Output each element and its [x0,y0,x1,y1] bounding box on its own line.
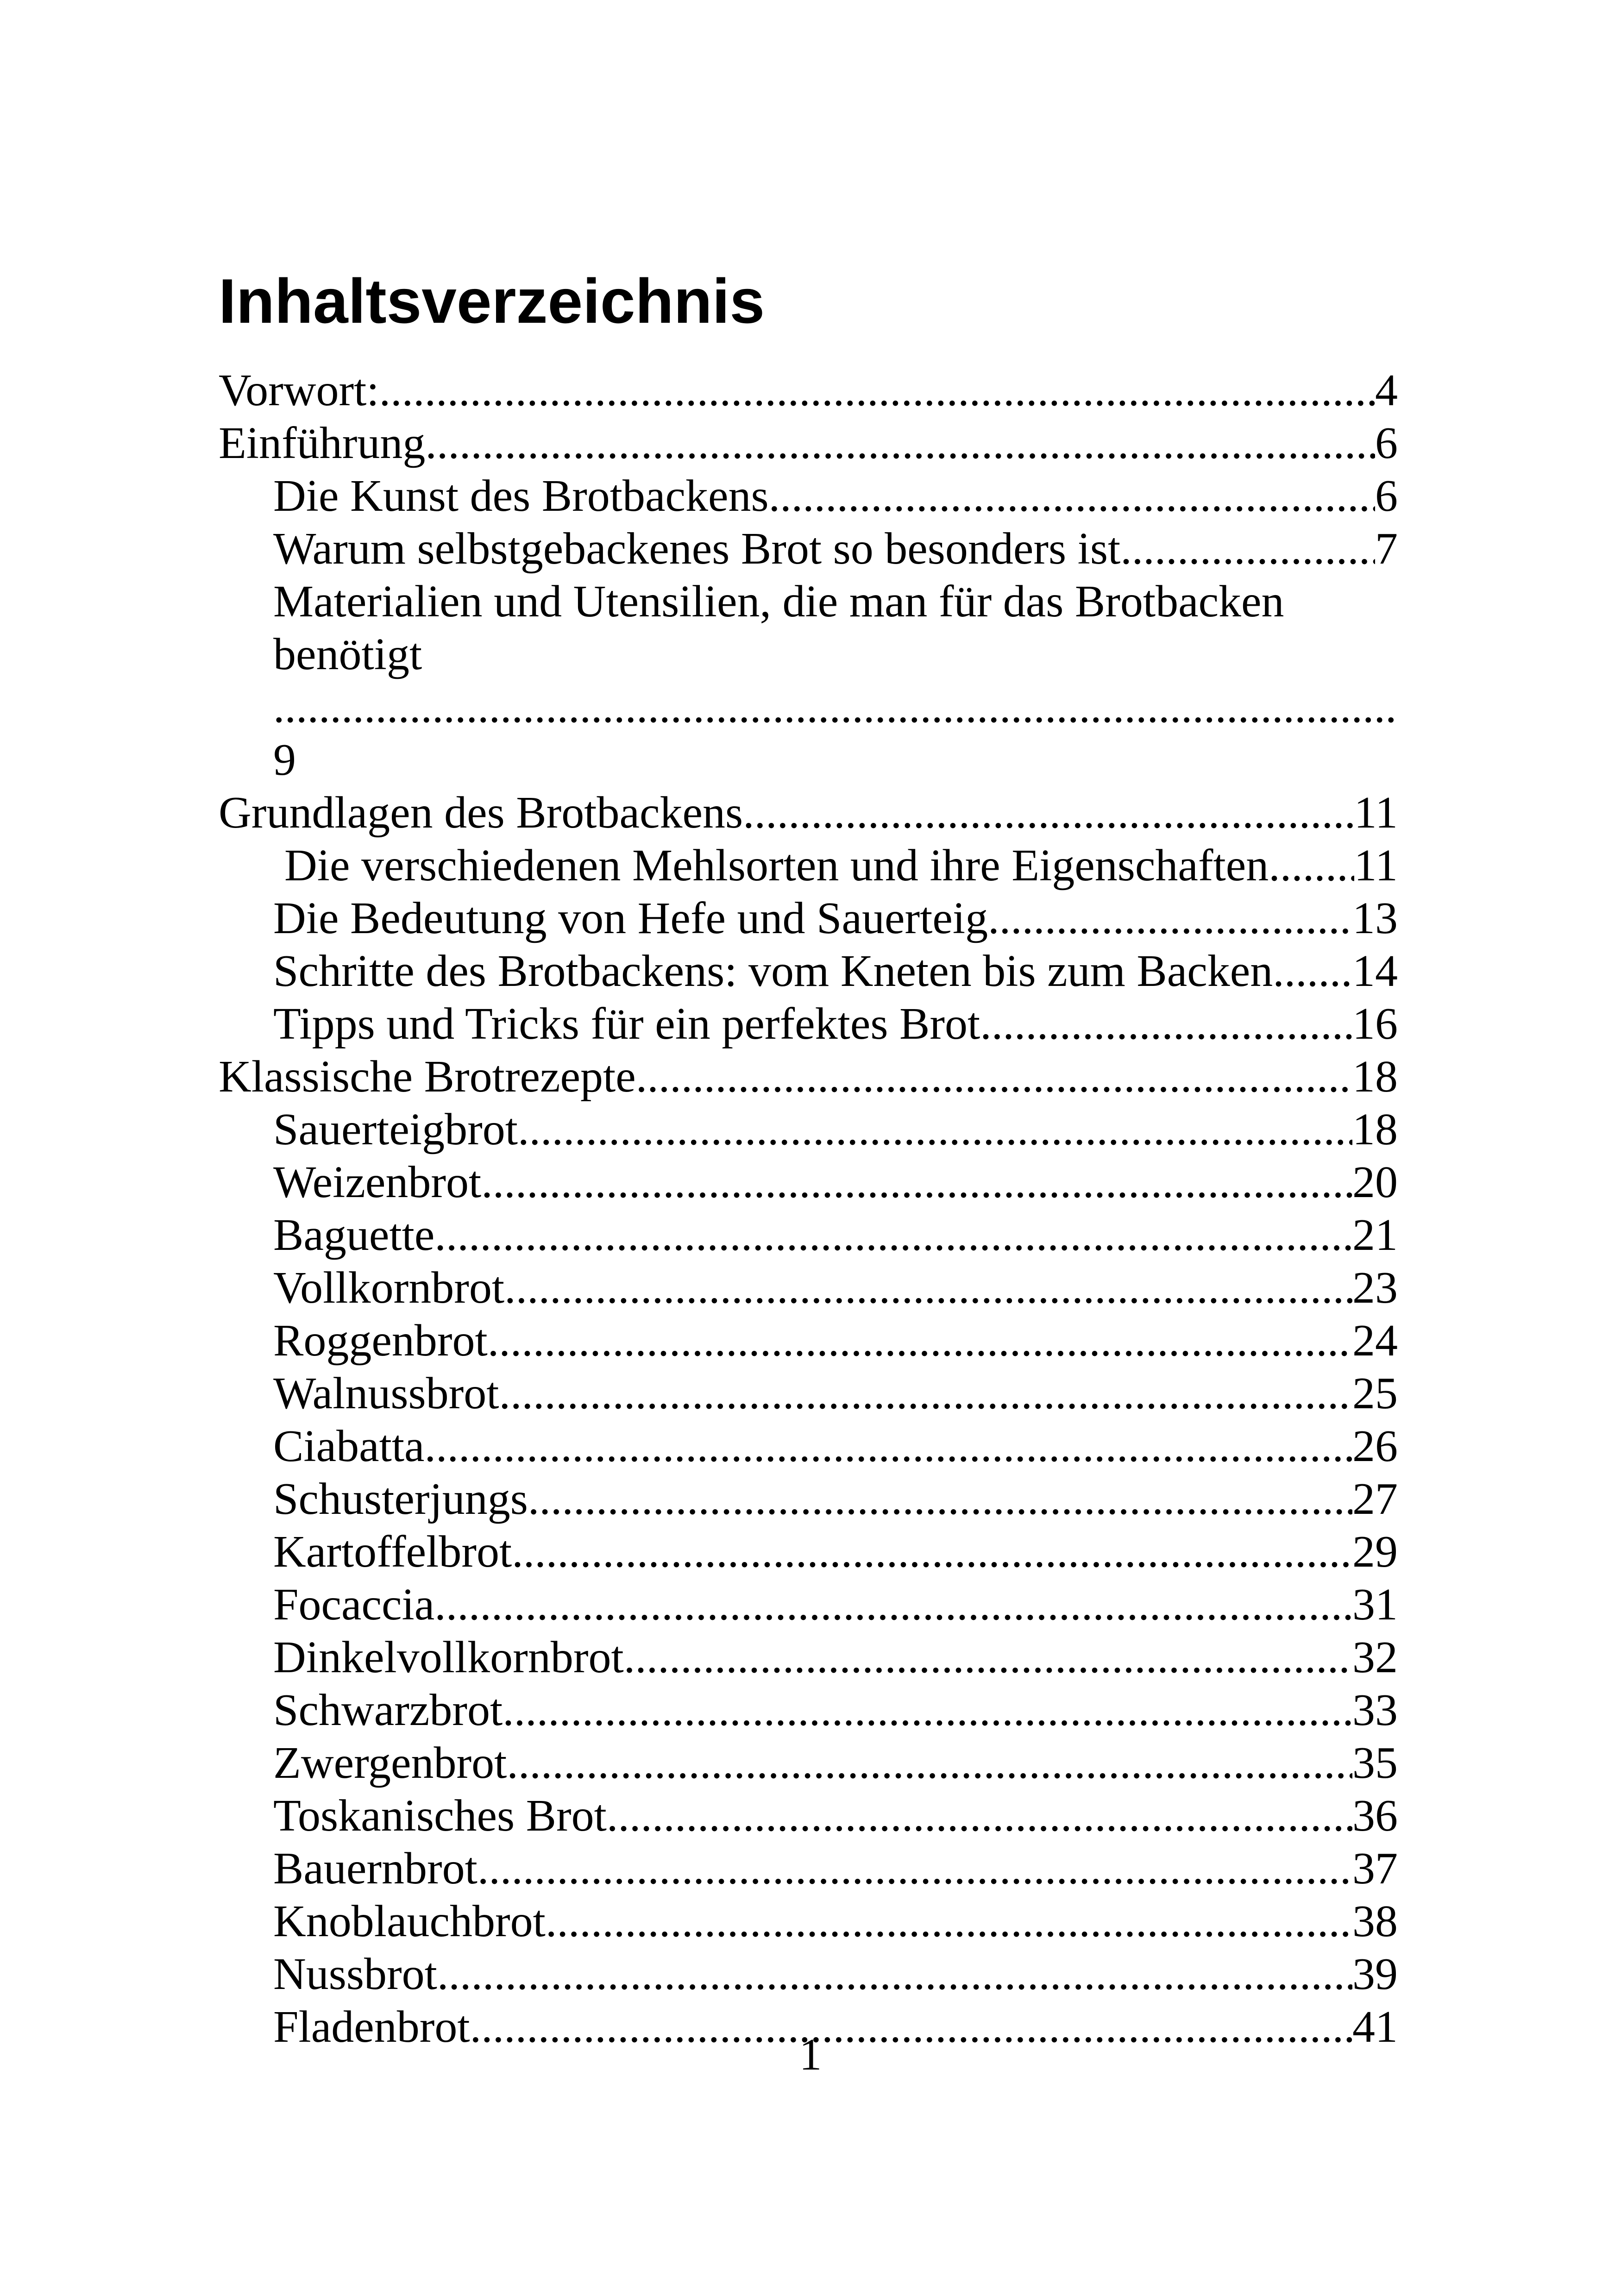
toc-entry-walnussbrot[interactable] [219,1367,1398,1420]
toc-entry-page: 35 [1352,1738,1398,1788]
dot-leader [1120,522,1375,575]
toc-entry-title: Fladenbrot [273,2002,470,2052]
dot-leader [512,1525,1352,1578]
toc-entry-title: Roggenbrot [273,1316,488,1366]
toc-entry-schritte[interactable] [219,945,1398,997]
toc-entry-page: 13 [1352,893,1398,943]
dot-leader [507,1737,1352,1789]
toc-entry-vollkornbrot[interactable] [219,1261,1398,1314]
toc-entry-baguette[interactable] [219,1209,1398,1261]
dot-leader [425,417,1375,470]
dot-leader [980,997,1352,1050]
toc-entry-title: Ciabatta [273,1421,425,1471]
toc-entry-title: Nussbrot [273,1949,437,1999]
toc-entry-page: 6 [1375,418,1398,468]
dot-leader [503,1684,1352,1737]
toc-entry-page: 18 [1352,1104,1398,1154]
toc-entry-page: 9 [273,735,296,785]
dot-leader [504,1261,1352,1314]
dot-leader [481,1156,1352,1209]
toc-entry-schwarzbrot[interactable] [219,1684,1398,1737]
toc-entry-title: Baguette [273,1210,435,1260]
toc-entry-title: Grundlagen des Brotbackens [219,788,743,838]
toc-entry-title: Klassische Brotrezepte [219,1052,636,1102]
toc-entry-title: Toskanisches Brot [273,1791,607,1841]
toc-entry-title: Vollkornbrot [273,1263,505,1313]
toc-entry-title: Tipps und Tricks für ein perfektes Brot [273,999,980,1049]
toc-entry-title: Knoblauchbrot [273,1896,546,1946]
toc-entry-page: 16 [1352,999,1398,1049]
toc-entry-page: 27 [1352,1474,1398,1524]
toc-entry-nussbrot[interactable] [219,1948,1398,2001]
dot-leader [425,1420,1352,1473]
dot-leader [434,1209,1352,1261]
toc-entry-title: Schwarzbrot [273,1685,503,1735]
toc-entry-weizenbrot[interactable] [219,1156,1398,1209]
toc-entry-klassische-brotrezepte[interactable] [219,1050,1398,1103]
toc-entry-page: 39 [1352,1949,1398,1999]
dot-leader [434,1578,1352,1631]
dot-leader [379,364,1375,417]
toc-entry-schusterjungs[interactable] [219,1473,1398,1525]
toc-entry-page: 7 [1375,524,1398,574]
toc-entry-title: Weizenbrot [273,1157,482,1207]
toc-entry-page: 31 [1352,1580,1398,1630]
toc-entry-page: 37 [1352,1844,1398,1894]
toc-entry-kunst-des-brotbackens[interactable] [219,470,1398,522]
toc-entry-title: Die verschiedenen Mehlsorten und ihre Eigenschaften [284,841,1269,891]
dot-leader [273,681,1398,734]
toc-entry-page: 25 [1352,1368,1398,1418]
toc-entry-page: 18 [1352,1052,1398,1102]
toc-entry-kartoffelbrot[interactable] [219,1525,1398,1578]
dot-leader [518,1103,1352,1156]
dot-leader [988,892,1352,945]
toc-entry-title: Einführung [219,418,426,468]
dot-leader [437,1948,1352,2001]
toc-entry-page: 26 [1352,1421,1398,1471]
toc-entry-title: Warum selbstgebackenes Brot so besonders ist [273,524,1121,574]
toc-entry-title: Bauernbrot [273,1844,478,1894]
table-of-contents [219,364,1398,2053]
toc-entry-page: 6 [1375,471,1398,521]
toc-entry-title: Schusterjungs [273,1474,528,1524]
toc-entry-page: 32 [1352,1632,1398,1682]
toc-entry-grundlagen[interactable] [219,786,1398,839]
dot-leader [478,1842,1352,1895]
toc-entry-toskanisches-brot[interactable] [219,1789,1398,1842]
toc-entry-title: Focaccia [273,1580,435,1630]
toc-entry-title: Zwergenbrot [273,1738,507,1788]
toc-entry-title: Die Kunst des Brotbackens [273,471,769,521]
dot-leader [488,1314,1352,1367]
toc-entry-title: Dinkelvollkornbrot [273,1632,624,1682]
toc-entry-page: 33 [1352,1685,1398,1735]
dot-leader [624,1631,1352,1684]
toc-entry-page: 41 [1352,2002,1398,2052]
toc-entry-mehlsorten[interactable] [219,839,1398,892]
dot-leader [743,786,1354,839]
toc-entry-bauernbrot[interactable] [219,1842,1398,1895]
dot-leader [636,1050,1352,1103]
dot-leader [1273,945,1352,997]
toc-entry-zwergenbrot[interactable] [219,1737,1398,1789]
toc-entry-ciabatta[interactable] [219,1420,1398,1473]
dot-leader [1269,839,1354,892]
dot-leader [546,1895,1352,1948]
toc-entry-page: 38 [1352,1896,1398,1946]
toc-entry-knoblauchbrot[interactable] [219,1895,1398,1948]
toc-entry-page: 20 [1352,1157,1398,1207]
toc-entry-page: 14 [1352,946,1398,996]
toc-entry-vorwort[interactable] [219,364,1398,417]
page-number: 1 [799,2030,822,2080]
toc-entry-page: 24 [1352,1316,1398,1366]
toc-entry-roggenbrot[interactable] [219,1314,1398,1367]
toc-entry-title: Sauerteigbrot [273,1104,518,1154]
toc-entry-page: 29 [1352,1527,1398,1577]
toc-entry-page: 36 [1352,1791,1398,1841]
toc-entry-title: Schritte des Brotbackens: vom Kneten bis zum Backen [273,946,1273,996]
toc-entry-title: Materialien und Utensilien, die man für das Brotbacken [273,577,1284,627]
dot-leader [499,1367,1352,1420]
toc-entry-page: 4 [1375,365,1398,415]
toc-entry-einfuehrung[interactable] [219,417,1398,470]
toc-entry-title: Vorwort: [219,365,379,415]
toc-entry-sauerteigbrot[interactable] [219,1103,1398,1156]
toc-entry-hefe-sauerteig[interactable] [219,892,1398,945]
dot-leader [528,1473,1352,1525]
toc-entry-page: 11 [1354,841,1398,891]
toc-entry-title: Die Bedeutung von Hefe und Sauerteig [273,893,988,943]
toc-entry-title-continuation: benötigt [273,629,422,679]
toc-entry-page: 23 [1352,1263,1398,1313]
toc-entry-dinkelvollkornbrot[interactable] [219,1631,1398,1684]
toc-heading: Inhaltsverzeichnis [219,266,765,336]
toc-entry-page: 11 [1354,788,1398,838]
toc-entry-title: Kartoffelbrot [273,1527,512,1577]
toc-entry-warum-selbstgebacken[interactable] [219,522,1398,575]
toc-entry-title: Walnussbrot [273,1368,499,1418]
toc-entry-tipps-tricks[interactable] [219,997,1398,1050]
toc-entry-materialien[interactable] [219,575,1398,786]
dot-leader [769,470,1375,522]
dot-leader [607,1789,1352,1842]
toc-entry-focaccia[interactable] [219,1578,1398,1631]
toc-entry-page: 21 [1352,1210,1398,1260]
